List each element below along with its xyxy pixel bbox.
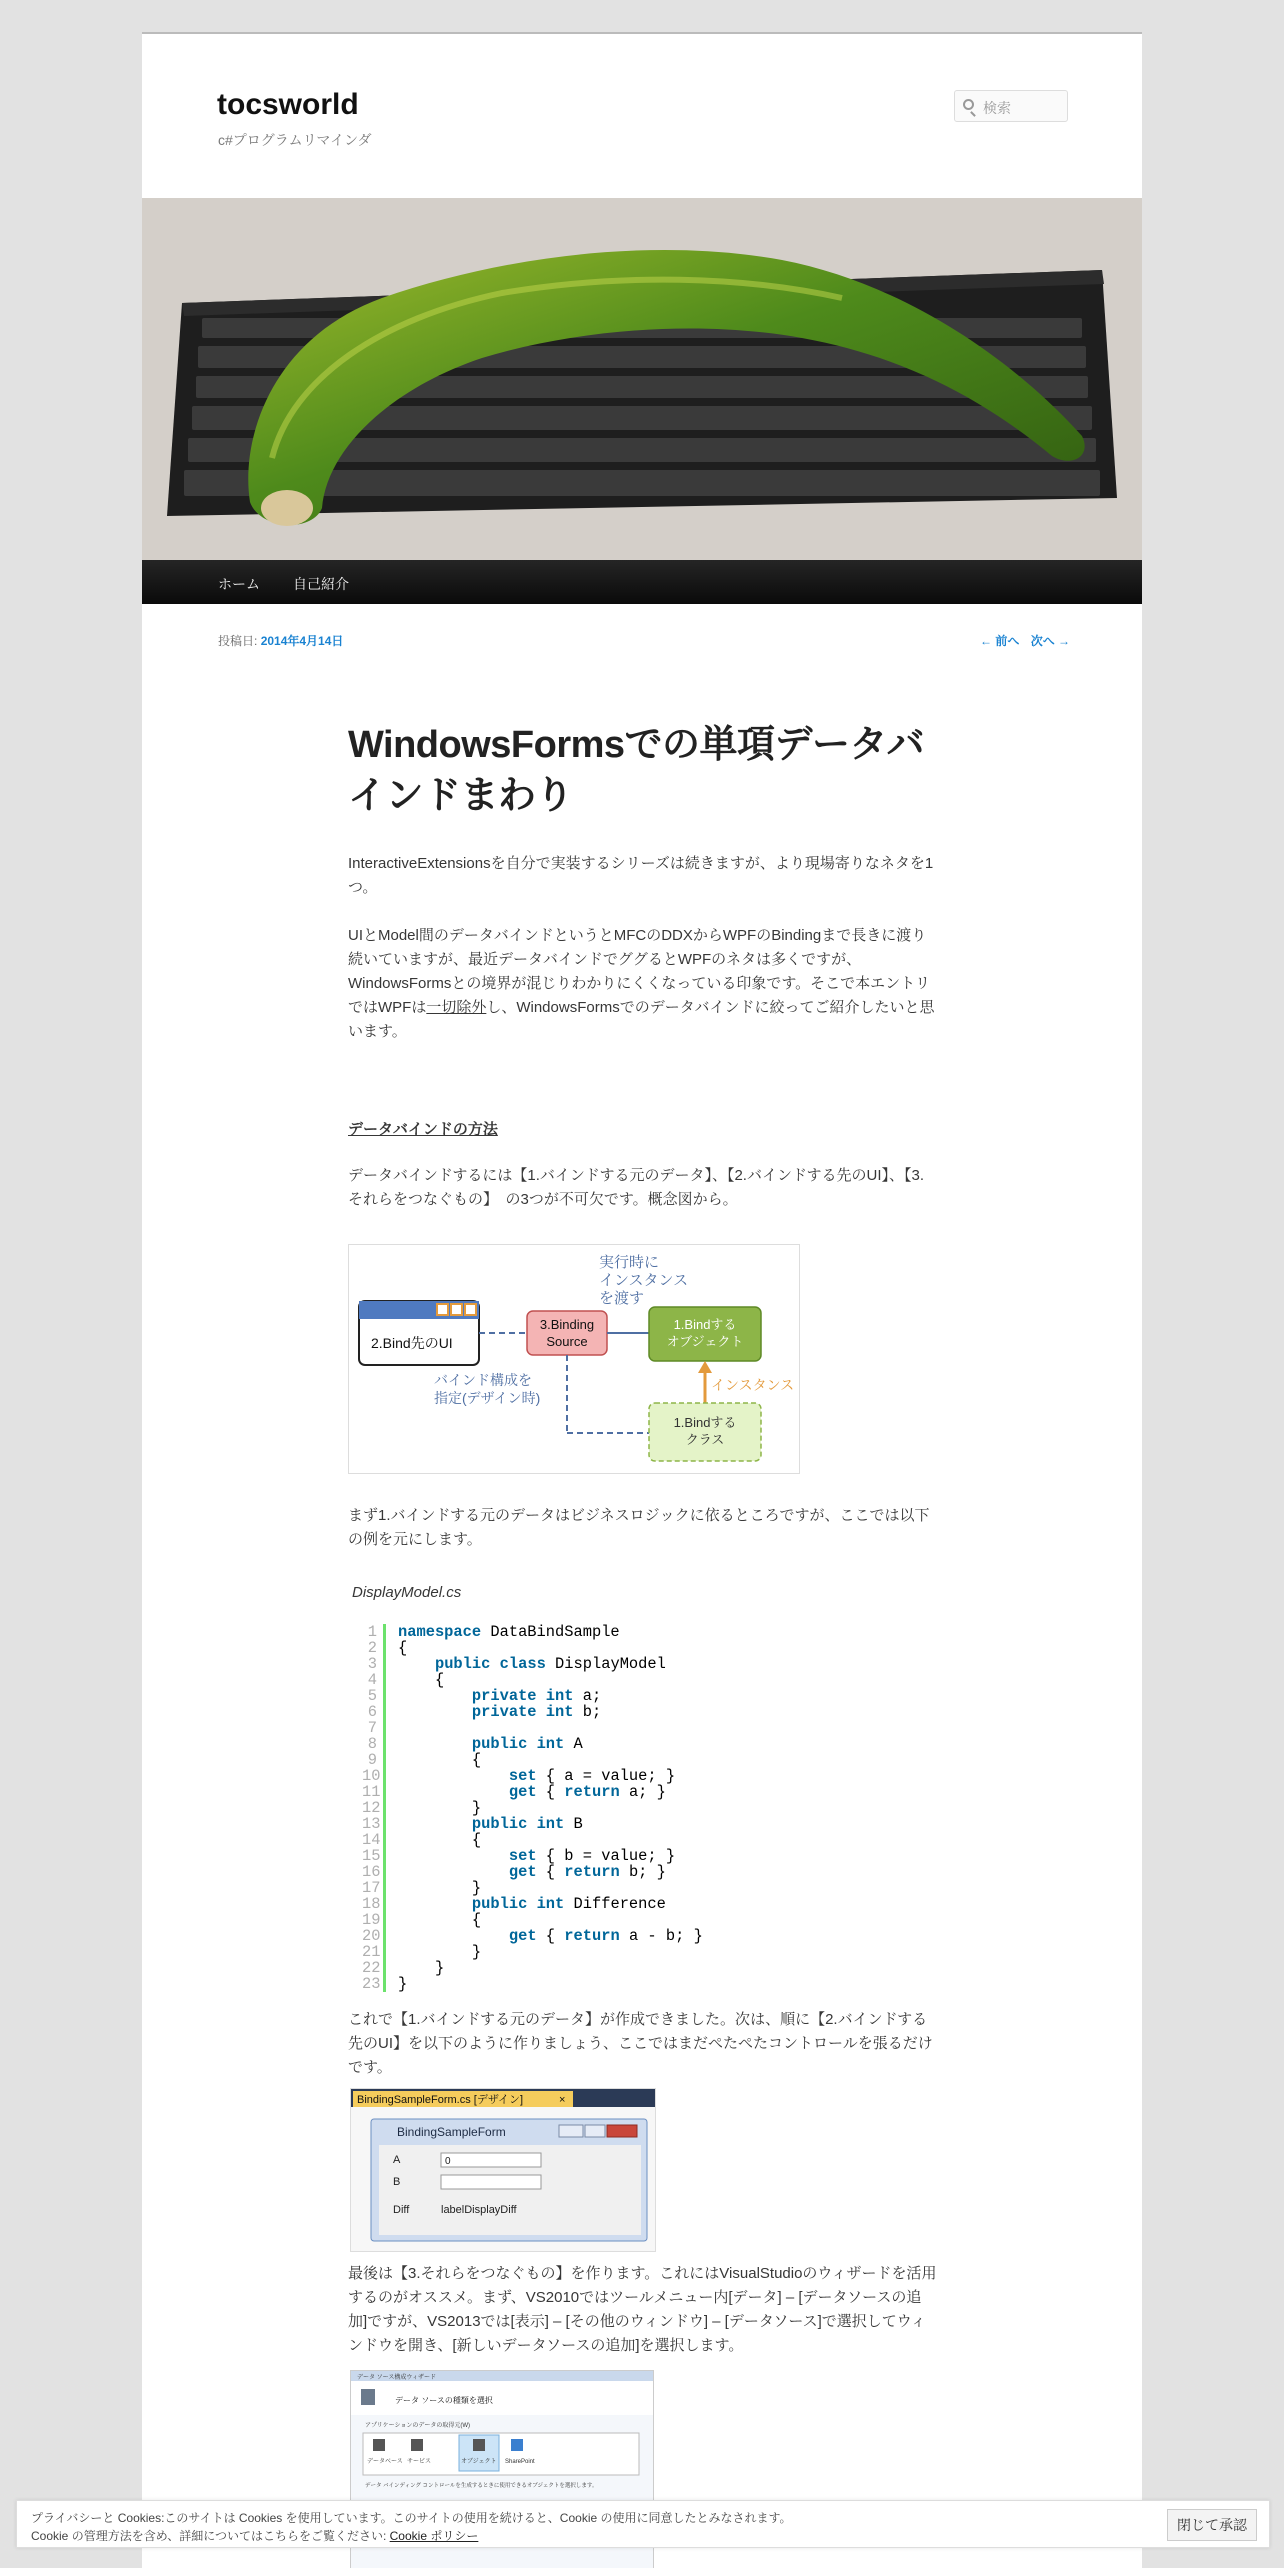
line-number: 15 bbox=[362, 1848, 386, 1864]
code-line bbox=[362, 1976, 762, 1992]
code-text: public int B bbox=[471, 1815, 583, 1833]
post-navigation bbox=[972, 632, 1070, 649]
instance-label: インスタンス bbox=[711, 1377, 795, 1393]
wizard-title: データ ソース構成ウィザード bbox=[357, 2375, 437, 2381]
runtime-line-2: インスタンス bbox=[599, 1272, 689, 1289]
code-text: get { return a - b; } bbox=[508, 1927, 703, 1945]
cookie-accept-button[interactable]: 閉じて承認 bbox=[1167, 2509, 1257, 2541]
code-text: { bbox=[398, 1671, 445, 1689]
code-filename: DisplayModel.cs bbox=[352, 1584, 462, 1601]
code-text: namespace DataBindSample bbox=[398, 1623, 620, 1641]
design-note-line-1: バインド構成を bbox=[434, 1372, 532, 1388]
code-text: { bbox=[398, 1831, 482, 1849]
code-line bbox=[362, 1928, 762, 1944]
code-block bbox=[362, 1624, 762, 1992]
wizard-option: SharePoint bbox=[505, 2459, 535, 2465]
code-text: private int b; bbox=[471, 1703, 602, 1721]
code-text: } bbox=[398, 1959, 445, 1977]
code-line bbox=[362, 1816, 762, 1832]
text: UIとModel間のデータバインドというとMFCのDDXからWPFのBindingまで長きに渡り続いていますが、最近データバインドでググるとWPFのネタは多くですが、WindowsFormsとの境界が混じりわかりにくくなっている印象です。そこで本エントリではWPFは bbox=[348, 927, 931, 1016]
code-text: } bbox=[398, 1879, 482, 1897]
line-number: 2 bbox=[362, 1640, 386, 1656]
paragraph: 最後は【3.それらをつなぐもの】を作ります。これにはVisualStudioのウィザードを活用するのがオススメ。まず、VS2010ではツールメニュー内[データ] – [データソースの追加]ですが、VS2013では[表示] – [その他のウィンドウ] – [データソース]で選択してウィンドウを開き、[新しいデータソースの追加]を選択します。 bbox=[348, 2265, 937, 2354]
text: Cookie の管理方法を含め、詳細についてはこちらをご覧ください: bbox=[31, 2529, 390, 2543]
object-box-line-1: 1.Bindする bbox=[673, 1317, 737, 1332]
paragraph: まず1.バインドする元のデータはビジネスロジックに依るところですが、ここでは以下の例を元にします。 bbox=[348, 1507, 930, 1548]
code-text: } bbox=[398, 1943, 482, 1961]
binding-source-line-2: Source bbox=[546, 1334, 588, 1349]
emphasis-text: 一切除外 bbox=[426, 999, 487, 1016]
designer-tab: BindingSampleForm.cs [デザイン] bbox=[357, 2094, 524, 2106]
line-number: 16 bbox=[362, 1864, 386, 1880]
code-line bbox=[362, 1672, 762, 1688]
binding-concept-diagram bbox=[348, 1244, 800, 1474]
code-text: } bbox=[398, 1799, 482, 1817]
line-number: 19 bbox=[362, 1912, 386, 1928]
nav-home[interactable]: ホーム bbox=[218, 576, 260, 592]
code-text: public int Difference bbox=[471, 1895, 666, 1913]
line-number: 14 bbox=[362, 1832, 386, 1848]
code-line bbox=[362, 1912, 762, 1928]
code-text: get { return b; } bbox=[508, 1863, 666, 1881]
code-line bbox=[362, 1960, 762, 1976]
code-text: set { b = value; } bbox=[508, 1847, 676, 1865]
cookie-banner bbox=[16, 2500, 1270, 2548]
code-line bbox=[362, 1848, 762, 1864]
site-title[interactable]: tocsworld bbox=[217, 88, 359, 121]
line-number: 17 bbox=[362, 1880, 386, 1896]
code-text bbox=[386, 1720, 398, 1736]
wizard-footer: データ バインディング コントロールを生成するときに使用できるオブジェクトを選択します。 bbox=[365, 2483, 598, 2489]
line-number: 21 bbox=[362, 1944, 386, 1960]
runtime-line-3: を渡す bbox=[599, 1290, 645, 1307]
post-meta bbox=[218, 632, 343, 649]
class-box-line-2: クラス bbox=[685, 1432, 725, 1447]
cookie-text: プライバシーと Cookies:このサイトは Cookies を使用しています。このサイトの使用を続けると、Cookie の使用に同意したとみなされます。 bbox=[31, 2511, 792, 2525]
wizard-question: アプリケーションのデータの取得元(W) bbox=[365, 2423, 471, 2429]
code-line bbox=[362, 1656, 762, 1672]
paragraph: データバインドするには【1.バインドする元のデータ】、【2.バインドする先のUI】、【3.それらをつなぐもの】 の3つが不可欠です。概念図から。 bbox=[348, 1167, 925, 1208]
line-number: 1 bbox=[362, 1624, 386, 1640]
entry-title: WindowsFormsでの単項データバインドまわり bbox=[348, 724, 925, 818]
code-line bbox=[362, 1768, 762, 1784]
code-text: { bbox=[398, 1751, 482, 1769]
form-label-a: A bbox=[393, 2154, 401, 2166]
code-line bbox=[362, 1736, 762, 1752]
header-image bbox=[142, 198, 1142, 560]
post-date-link[interactable]: 2014年4月14日 bbox=[260, 634, 344, 648]
cookie-text-2 bbox=[31, 2527, 478, 2544]
form-designer-screenshot bbox=[350, 2088, 656, 2252]
section-heading: データバインドの方法 bbox=[348, 1121, 498, 1138]
line-number: 11 bbox=[362, 1784, 386, 1800]
form-diff-value: labelDisplayDiff bbox=[441, 2204, 517, 2216]
code-line bbox=[362, 1640, 762, 1656]
line-number: 4 bbox=[362, 1672, 386, 1688]
nav-about[interactable]: 自己紹介 bbox=[293, 576, 349, 592]
form-label-b: B bbox=[393, 2176, 401, 2188]
code-text: public int A bbox=[471, 1735, 583, 1753]
code-text: { bbox=[398, 1911, 482, 1929]
ui-box-label: 2.Bind先のUI bbox=[371, 1335, 453, 1351]
code-text: get { return a; } bbox=[508, 1783, 666, 1801]
code-line bbox=[362, 1864, 762, 1880]
page bbox=[142, 32, 1142, 2568]
line-number: 3 bbox=[362, 1656, 386, 1672]
object-box-line-2: オブジェクト bbox=[666, 1334, 744, 1349]
code-line bbox=[362, 1944, 762, 1960]
main-nav bbox=[142, 560, 1142, 604]
line-number: 6 bbox=[362, 1704, 386, 1720]
line-number: 23 bbox=[362, 1976, 386, 1992]
wizard-option: データベース bbox=[367, 2459, 403, 2465]
code-text: { bbox=[398, 1639, 408, 1657]
binding-source-line-1: 3.Binding bbox=[539, 1317, 595, 1332]
search-icon bbox=[963, 99, 974, 110]
code-text: public class DisplayModel bbox=[434, 1655, 666, 1673]
cookie-policy-link[interactable]: Cookie ポリシー bbox=[389, 2529, 479, 2543]
code-text: } bbox=[398, 1975, 408, 1993]
next-link[interactable]: 次へ → bbox=[1030, 634, 1071, 648]
line-number: 10 bbox=[362, 1768, 386, 1784]
code-line bbox=[362, 1752, 762, 1768]
code-text: private int a; bbox=[471, 1687, 602, 1705]
code-line bbox=[362, 1896, 762, 1912]
paragraph: InteractiveExtensionsを自分で実装するシリーズは続きますが、より現場寄りなネタを1つ。 bbox=[348, 855, 934, 896]
wizard-option: オブジェクト bbox=[461, 2459, 497, 2465]
search-input[interactable] bbox=[954, 90, 1068, 122]
line-number: 9 bbox=[362, 1752, 386, 1768]
code-line bbox=[362, 1720, 762, 1736]
line-number: 20 bbox=[362, 1928, 386, 1944]
line-number: 7 bbox=[362, 1720, 386, 1736]
posted-on-label: 投稿日: bbox=[218, 634, 258, 648]
prev-link[interactable]: ← 前へ bbox=[980, 634, 1020, 648]
line-number: 8 bbox=[362, 1736, 386, 1752]
code-line bbox=[362, 1784, 762, 1800]
text: し、WindowsFormsでのデータバインドに絞ってご紹介したいと思います。 bbox=[348, 999, 935, 1040]
code-line bbox=[362, 1832, 762, 1848]
site-description: c#プログラムリマインダ bbox=[218, 132, 372, 148]
paragraph bbox=[348, 924, 938, 1044]
code-line bbox=[362, 1688, 762, 1704]
search-placeholder: 検索 bbox=[983, 100, 1011, 116]
wizard-option: サービス bbox=[407, 2459, 432, 2465]
form-label-diff: Diff bbox=[393, 2204, 410, 2216]
runtime-line-1: 実行時に bbox=[599, 1254, 660, 1271]
form-value-a: 0 bbox=[445, 2156, 451, 2167]
form-title: BindingSampleForm bbox=[397, 2125, 506, 2139]
code-text: set { a = value; } bbox=[508, 1767, 676, 1785]
line-number: 13 bbox=[362, 1816, 386, 1832]
wizard-heading: データ ソースの種類を選択 bbox=[395, 2396, 493, 2405]
code-line bbox=[362, 1800, 762, 1816]
code-line bbox=[362, 1704, 762, 1720]
paragraph: これで【1.バインドする元のデータ】が作成できました。次は、順に【2.バインドする先のUI】を以下のように作りましょう、ここではまだぺたぺたコントロールを張るだけです。 bbox=[348, 2011, 933, 2076]
line-number: 18 bbox=[362, 1896, 386, 1912]
code-line bbox=[362, 1880, 762, 1896]
code-line bbox=[362, 1624, 762, 1640]
design-note-line-2: 指定(デザイン時) bbox=[434, 1390, 541, 1406]
class-box-line-1: 1.Bindする bbox=[673, 1415, 737, 1430]
line-number: 22 bbox=[362, 1960, 386, 1976]
line-number: 12 bbox=[362, 1800, 386, 1816]
line-number: 5 bbox=[362, 1688, 386, 1704]
svg-text:×: × bbox=[559, 2094, 566, 2106]
